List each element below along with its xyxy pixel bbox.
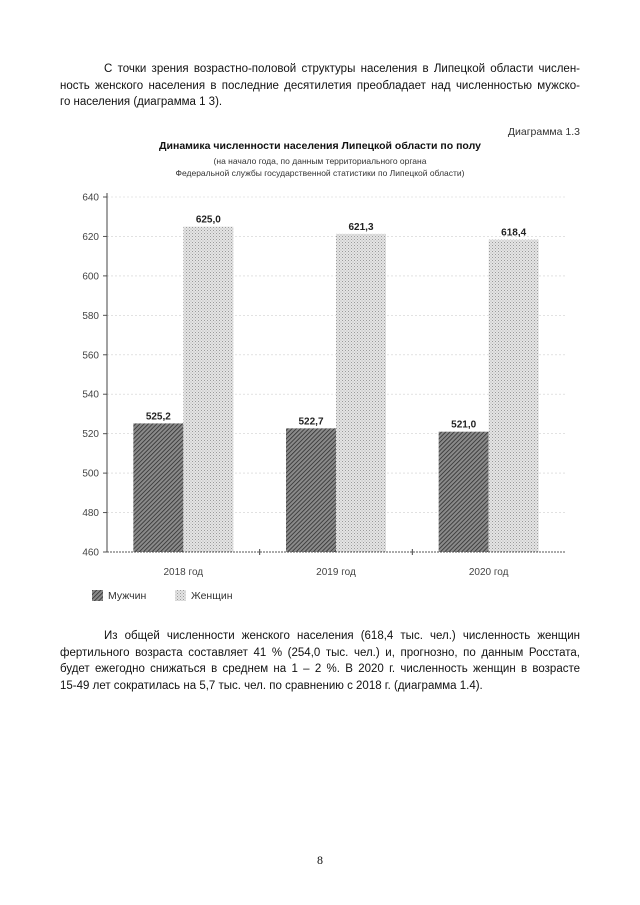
data-label: 625,0	[195, 214, 221, 226]
body-line: Из общей численности женского населения (618,4 тыс. чел.) численность женщин	[104, 630, 580, 642]
x-tick-label: 2018 год	[163, 567, 204, 578]
y-tick-label: 580	[82, 310, 99, 322]
y-tick-label: 640	[82, 192, 99, 204]
y-tick-label: 600	[82, 271, 99, 283]
data-label: 521,0	[451, 419, 477, 431]
diagram-label: Диаграмма 1.3	[507, 126, 580, 138]
data-label: 621,3	[348, 221, 374, 233]
chart-legend	[92, 590, 233, 602]
y-tick-label: 620	[82, 231, 99, 243]
chart-title: Динамика численности населения Липецкой области по полу	[159, 140, 481, 152]
bar-men-3	[439, 432, 489, 552]
y-tick-label: 480	[82, 508, 99, 520]
chart-subtitle-line: Федеральной службы государственной статистики по Липецкой области)	[175, 168, 465, 178]
x-tick-label: 2019 год	[316, 567, 356, 578]
legend-label: Женщин	[191, 590, 233, 602]
y-tick-label: 500	[82, 468, 99, 480]
legend-swatch	[92, 590, 103, 601]
chart-subtitle-line: (на начало года, по данным территориального органа	[213, 156, 427, 166]
bar-women-2	[336, 234, 386, 552]
bar-men-2	[286, 428, 336, 552]
intro-line: ность женского населения в последние десятилетия преобладает над численностью мужско-	[60, 79, 580, 92]
body-line: 15-49 лет сократилась на 5,7 тыс. чел. по сравнению с 2018 г. (диаграмма 1.4).	[60, 679, 483, 692]
y-tick-label: 560	[82, 350, 99, 362]
y-tick-label: 520	[82, 429, 99, 441]
bar-women-1	[183, 227, 233, 552]
y-tick-label: 540	[82, 389, 99, 401]
bars-layer	[133, 227, 538, 552]
page-number: 8	[317, 853, 323, 867]
bar-women-3	[489, 240, 539, 552]
legend-swatch	[175, 590, 186, 601]
x-tick-label: 2020 год	[468, 567, 509, 578]
y-tick-label: 460	[82, 547, 99, 559]
body-line: фертильного возраста составляет 41 % (254,0 тыс. чел.) и, прогнозно, по данным Росстата,	[60, 646, 580, 659]
population-bar-chart	[60, 185, 580, 615]
data-label: 525,2	[145, 411, 171, 423]
body-line: будет ежегодно снижаться в среднем на 1 – 2 %. В 2020 г. численность женщин в возрасте	[60, 663, 580, 675]
intro-line: С точки зрения возрастно-половой структуры населения в Липецкой области числен-	[104, 63, 580, 75]
data-label: 522,7	[298, 416, 324, 428]
intro-line: го населения (диаграмма 1 3).	[60, 96, 223, 108]
data-label: 618,4	[501, 227, 527, 239]
intro-paragraph	[60, 61, 580, 111]
legend-label: Мужчин	[108, 590, 147, 602]
bar-men-1	[133, 423, 183, 552]
body-paragraph	[60, 628, 580, 694]
